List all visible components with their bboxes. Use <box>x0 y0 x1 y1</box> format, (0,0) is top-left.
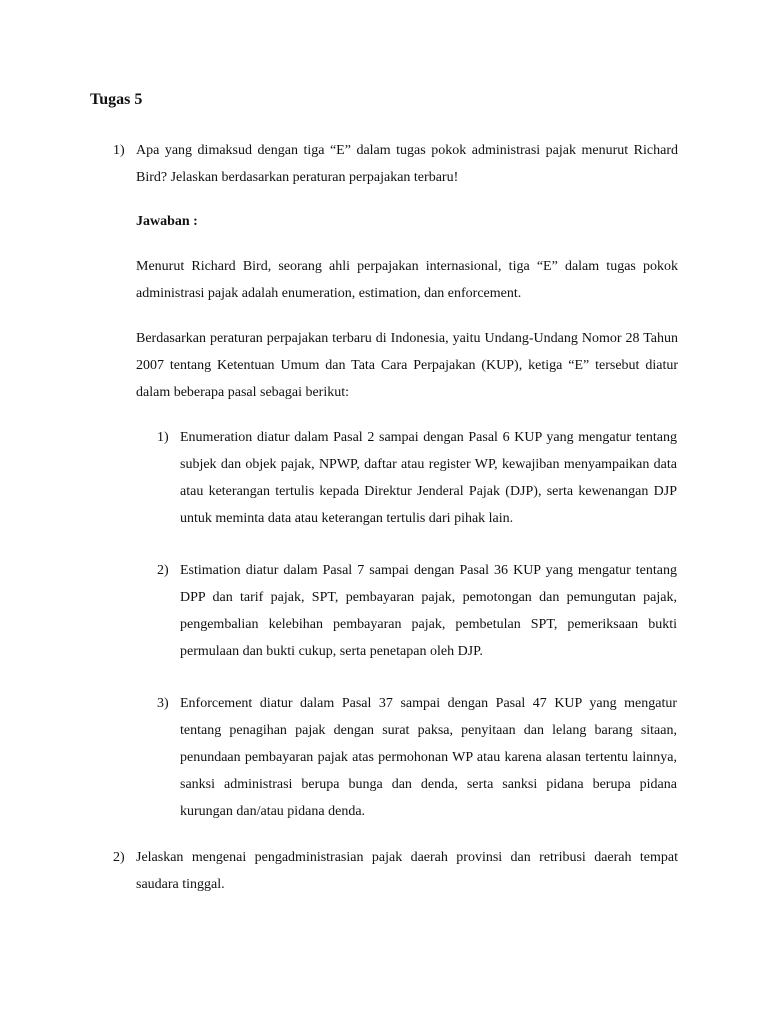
sub-item-2-number: 2) <box>157 563 169 578</box>
sub-item-2-text: Estimation diatur dalam Pasal 7 sampai dengan Pasal 36 KUP yang mengatur tentang DPP dan tarif pajak, SPT, pembayaran pajak, pemotongan dan pemungutan pajak, pengembalian kelebihan pembayaran pajak, pembetulan SPT, pemeriksaan bukti permulaan dan bukti cukup, serta penetapan oleh DJP. <box>180 563 677 659</box>
question-2-text: Jelaskan mengenai pengadministrasian pajak daerah provinsi dan retribusi daerah tempat saudara tinggal. <box>136 850 678 892</box>
answer-paragraph-1: Menurut Richard Bird, seorang ahli perpajakan internasional, tiga “E” dalam tugas pokok administrasi pajak adalah enumeration, estimation, dan enforcement. <box>136 259 678 301</box>
sub-item-1-number: 1) <box>157 430 169 445</box>
document-title: Tugas 5 <box>90 91 143 108</box>
sub-item-3-text: Enforcement diatur dalam Pasal 37 sampai dengan Pasal 47 KUP yang mengatur tentang penagihan pajak dengan surat paksa, penyitaan dan lelang barang sitaan, penundaan pembayaran pajak atas permohonan WP atau karena alasan tertentu lainnya, sanksi administrasi berupa bunga dan denda, serta sanksi pidana berupa pidana kurungan dan/atau pidana denda. <box>180 696 677 819</box>
answer-paragraph-2: Berdasarkan peraturan perpajakan terbaru di Indonesia, yaitu Undang-Undang Nomor 28 Tahun 2007 tentang Ketentuan Umum dan Tata Cara Perpajakan (KUP), ketiga “E” tersebut diatur dalam beberapa pasal sebagai berikut: <box>136 331 678 400</box>
question-1-number: 1) <box>113 143 125 158</box>
question-1-text: Apa yang dimaksud dengan tiga “E” dalam tugas pokok administrasi pajak menurut Richard Bird? Jelaskan berdasarkan peraturan perpajakan terbaru! <box>136 143 678 185</box>
sub-item-3-number: 3) <box>157 696 169 711</box>
answer-label: Jawaban : <box>136 214 198 229</box>
question-2-number: 2) <box>113 850 125 865</box>
sub-item-1-text: Enumeration diatur dalam Pasal 2 sampai dengan Pasal 6 KUP yang mengatur tentang subjek dan objek pajak, NPWP, daftar atau register WP, kewajiban menyampaikan data atau keterangan tertulis kepada Direktur Jenderal Pajak (DJP), serta kewenangan DJP untuk meminta data atau keterangan tertulis dari pihak lain. <box>180 430 677 526</box>
